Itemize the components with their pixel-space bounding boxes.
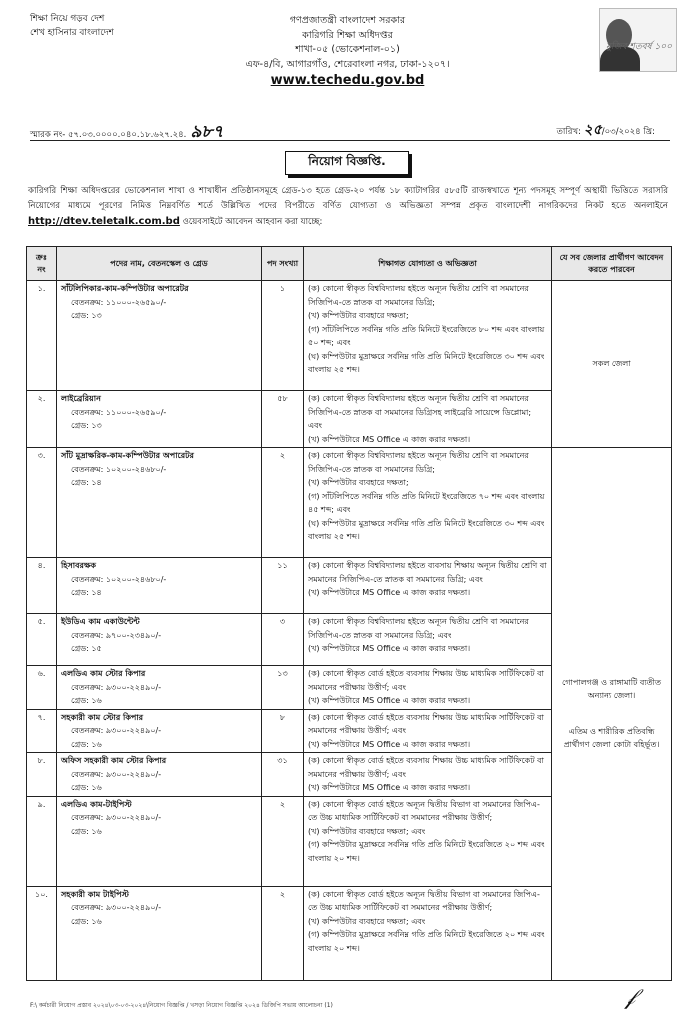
post-count: ২ (262, 796, 304, 886)
header-count: পদ সংখ্যা (262, 247, 304, 281)
qualification-line: (ক) কোনো স্বীকৃত বোর্ড হইতে অন্যূন দ্বিতীয় বিভাগ বা সমমানের জিপিএ-তে উচ্চ মাধ্যমিক সার্টিফিকেট বা সমমানের পরীক্ষায় উত্তীর্ণ; (308, 889, 540, 912)
row-serial: ১. (27, 281, 57, 391)
pay-scale: বেতনক্রম: ১১০০০-২৬৫৯০/- (71, 297, 167, 307)
qualification-line: (খ) কম্পিউটার ব্যবহারে দক্ষতা; এবং (308, 826, 426, 836)
post-name: সাঁটলিপিকার-কাম-কম্পিউটার অপারেটর (61, 284, 189, 293)
qualification-line: (গ) সাঁটলিপিতে সর্বনিম্ন গতি প্রতি মিনিটে ইংরেজিতে ৮০ শব্দ এবং বাংলায় ৫০ শব্দ; এবং (308, 324, 545, 347)
date-label: তারিখ: (556, 127, 581, 137)
qualification (304, 391, 552, 448)
post-name: সাঁট মুদ্রাক্ষরিক-কাম-কম্পিউটার অপারেটর (61, 451, 194, 460)
qualification (304, 796, 552, 886)
qualification-line: (ক) কোনো স্বীকৃত বিশ্ববিদ্যালয় হইতে অন্যূন দ্বিতীয় শ্রেণি বা সমমানের সিজিপিএ-তে স্নাতক বা সমমানের ডিগ্রিসহ লাইব্রেরি সায়েন্সে ডিপ্লোমা; এবং (308, 394, 532, 430)
post-count: ৩ (262, 614, 304, 666)
table-header-row (27, 247, 672, 281)
post-count: ১ (262, 281, 304, 391)
header-districts: যে সব জেলার প্রার্থীগণ আবেদন করতে পারবেন (552, 247, 672, 281)
logo-text: মুজিব শতবর্ষ ১০০ (606, 42, 672, 52)
post-name: এলডিএ কাম স্টোর কিপার (61, 669, 146, 678)
qualification-line: (গ) সাঁটলিপিতে সর্বনিম্ন গতি প্রতি মিনিটে ইংরেজিতে ৭০ শব্দ এবং বাংলায় ৪৫ শব্দ; এবং (308, 491, 545, 514)
row-serial: ৯. (27, 796, 57, 886)
row-post (57, 281, 262, 391)
gov-line: শাখা-০৫ (ভোকেশনাল-০১) (295, 44, 400, 55)
qualification-line: (খ) কম্পিউটার ব্যবহারে দক্ষতা; এবং (308, 916, 426, 926)
post-name: সহকারী কাম স্টোর কিপার (61, 712, 144, 722)
qualification (304, 281, 552, 391)
district-quota-note: এতিম ও শারীরিক প্রতিবন্ধি প্রার্থীগণ জেলা কোটা বহির্ভূত। (563, 726, 660, 750)
date-handwritten: ২৫ (583, 122, 602, 138)
post-count: ৩১ (262, 753, 304, 797)
pay-scale: বেতনক্রম: ৯৩০০-২২৪৯০/- (71, 769, 162, 779)
row-serial: ৮. (27, 753, 57, 797)
qualification-line: (গ) কম্পিউটার মুদ্রাক্ষরে সর্বনিম্ন গতি প্রতি মিনিটে ইংরেজিতে ২০ শব্দ এবং বাংলায় ২০ শব্দ। (308, 840, 545, 863)
post-count: ৮ (262, 709, 304, 753)
qualification-line: (ক) কোনো স্বীকৃত বিশ্ববিদ্যালয় হইতে ব্যবসায় শিক্ষায় অন্যূন দ্বিতীয় শ্রেণি বা সমমানের সিজিপিএ-তে স্নাতক বা সমমানের ডিগ্রি; এবং (308, 561, 547, 584)
qualification-line: (খ) কম্পিউটারে MS Office এ কাজ করার দক্ষতা। (308, 588, 471, 597)
memo-handwritten: ৯৮৭ (190, 122, 224, 142)
grade: গ্রেড: ১৫ (71, 644, 102, 653)
qualification (304, 666, 552, 710)
intro-text: কারিগরি শিক্ষা অধিদপ্তরের ভোকেশনাল শাখা ও শাখাধীন প্রতিষ্ঠানসমূহে গ্রেড-১৩ হতে গ্রেড-২০ পর্যন্ত ১৮ ক্যাটাগরির ৫৮৫টি রাজস্বখাতে শূন্য পদসমূহ সম্পূর্ণ অস্থায়ী ভিত্তিতে সরাসরি নিয়োগের মাধ্যমে পূরণের নিমিত্ত নিম্নবর্ণিত শর্তে উল্লিখিত পদের বিপরীতে বর্ণিত যোগ্যতা ও অভিজ্ঞতা সম্পন্ন প্রকৃত বাংলাদেশী নাগরিকদের নিকট হতে অনলাইনে (28, 186, 668, 211)
post-name: সহকারী কাম টাইপিস্ট (61, 889, 129, 899)
qualification-line: (খ) কম্পিউটারে MS Office এ কাজ করার দক্ষতা। (308, 644, 471, 653)
row-post (57, 448, 262, 558)
qualification (304, 448, 552, 558)
divider (30, 140, 670, 141)
row-post (57, 391, 262, 448)
header-qualification: শিক্ষাগত যোগ্যতা ও অভিজ্ঞতা (304, 247, 552, 281)
post-count: ১১ (262, 558, 304, 614)
row-post (57, 666, 262, 710)
post-name: হিসাবরক্ষক (61, 561, 97, 570)
date (557, 118, 656, 142)
grade: গ্রেড: ১৬ (71, 696, 102, 705)
qualification-line: (ঘ) কম্পিউটার মুদ্রাক্ষরে সর্বনিম্ন গতি প্রতি মিনিটে ইংরেজিতে ৩০ শব্দ এবং বাংলায় ২৫ শব্দ। (308, 518, 545, 541)
post-name: ইউডিএ কাম একাউন্টেন্ট (61, 617, 140, 626)
qualification-line: (খ) কম্পিউটারে MS Office এ কাজ করার দক্ষতা। (308, 696, 471, 705)
post-name: অফিস সহকারী কাম স্টোর কিপার (61, 756, 167, 765)
post-count: ৫৮ (262, 391, 304, 448)
gov-line: গণপ্রজাতন্ত্রী বাংলাদেশ সরকার (289, 15, 406, 26)
pay-scale: বেতনক্রম: ১১০০০-২৬৫৯০/- (71, 407, 167, 417)
qualification-line: (খ) কম্পিউটারে MS Office এ কাজ করার দক্ষতা। (308, 739, 471, 749)
pay-scale: বেতনক্রম: ৯৩০০-২২৪৯০/- (71, 682, 162, 692)
grade: গ্রেড: ১৬ (71, 783, 102, 792)
row-serial: ৬. (27, 666, 57, 710)
grade: গ্রেড: ১৪ (71, 478, 102, 487)
grade: গ্রেড: ১৬ (71, 826, 102, 836)
grade: গ্রেড: ১৩ (71, 311, 102, 320)
row-post (57, 709, 262, 753)
post-name: এলডিএ কাম-টাইপিস্ট (61, 799, 132, 809)
slogan-line: শেখ হাসিনার বাংলাদেশ (30, 28, 114, 38)
qualification (304, 558, 552, 614)
pay-scale: বেতনক্রম: ৯৩০০-২২৪৯০/- (71, 813, 162, 822)
gov-line: এফ-৪/বি, আগারগাঁও, শেরেবাংলা নগর, ঢাকা-১২০৭। (245, 58, 450, 70)
table-row (27, 448, 672, 558)
post-count: ১৩ (262, 666, 304, 710)
district-eligibility-restricted (552, 448, 672, 981)
page-title (285, 151, 409, 175)
title-text: নিয়োগ বিজ্ঞপ্তি. (308, 154, 386, 168)
qualification-line: (খ) কম্পিউটার ব্যবহারে দক্ষতা; (308, 311, 409, 320)
qualification-line: (ক) কোনো স্বীকৃত বোর্ড হইতে ব্যবসায় শিক্ষায় উচ্চ মাধ্যমিক সার্টিফিকেট বা সমমানের পরীক্ষায় উত্তীর্ণ; এবং (308, 669, 544, 692)
post-name: লাইব্রেরিয়ান (61, 394, 101, 403)
qualification-line: (ক) কোনো স্বীকৃত বিশ্ববিদ্যালয় হইতে অন্যূন দ্বিতীয় শ্রেণি বা সমমানের সিজিপিএ-তে স্নাতক বা সমমানের ডিগ্রি; (308, 284, 529, 307)
row-serial: ৫. (27, 614, 57, 666)
intro-after: ওয়েবসাইটে আবেদন আহবান করা যাচ্ছে: (182, 217, 323, 227)
row-post (57, 753, 262, 797)
row-serial: ৩. (27, 448, 57, 558)
qualification (304, 709, 552, 753)
post-count: ২ (262, 448, 304, 558)
file-path-footer: F:\ কর্মচারী নিয়োগ প্রস্তাব ২০২৪\০৩-০৩-২০২৪\নিয়োগ বিজ্ঞপ্তি / খসড়া নিয়োগ বিজ্ঞপ্তি ২০২৪ ডিজিপি সভায় আলোচনা (1) (30, 1002, 333, 1009)
recruitment-table (26, 246, 672, 981)
qualification-line: (ক) কোনো স্বীকৃত বিশ্ববিদ্যালয় হইতে অন্যূন দ্বিতীয় শ্রেণি বা সমমানের সিজিপিএ-তে স্নাতক বা সমমানের ডিগ্রি; (308, 451, 529, 474)
qualification-line: (ক) কোনো স্বীকৃত বোর্ড হইতে ব্যবসায় শিক্ষায় উচ্চ মাধ্যমিক সার্টিফিকেট বা সমমানের পরীক্ষায় উত্তীর্ণ; এবং (308, 756, 544, 779)
government-header (0, 14, 695, 90)
gov-line: কারিগরি শিক্ষা অধিদপ্তর (302, 29, 393, 41)
row-post (57, 796, 262, 886)
pay-scale: বেতনক্রম: ১০২০০-২৪৬৮০/- (71, 464, 167, 474)
pay-scale: বেতনক্রম: ১০২০০-২৪৬৮০/- (71, 574, 167, 584)
district-restricted: গোপালগঞ্জ ও রাঙ্গামাটি ব্যতীত অন্যান্য জেলা। (562, 677, 661, 701)
grade: গ্রেড: ১৬ (71, 916, 102, 926)
row-serial: ৭. (27, 709, 57, 753)
header-serial: ক্রঃ নং (27, 247, 57, 281)
qualification (304, 614, 552, 666)
memo-number (30, 119, 223, 147)
mujib-centenary-logo (599, 8, 677, 72)
row-serial: ২. (27, 391, 57, 448)
qualification-line: (খ) কম্পিউটার ব্যবহারে দক্ষতা; (308, 478, 409, 487)
row-serial: ৪. (27, 558, 57, 614)
grade: গ্রেড: ১৬ (71, 739, 102, 749)
qualification-line: (ঘ) কম্পিউটার মুদ্রাক্ষরে সর্বনিম্ন গতি প্রতি মিনিটে ইংরেজিতে ৩০ শব্দ এবং বাংলায় ২৫ শব্দ। (308, 351, 545, 374)
qualification-line: (ক) কোনো স্বীকৃত বোর্ড হইতে ব্যবসায় শিক্ষায় উচ্চ মাধ্যমিক সার্টিফিকেট বা সমমানের পরীক্ষায় উত্তীর্ণ; এবং (308, 712, 544, 735)
header-post: পদের নাম, বেতনস্কেল ও গ্রেড (57, 247, 262, 281)
qualification-line: (খ) কম্পিউটারে MS Office এ কাজ করার দক্ষতা। (308, 783, 471, 792)
memo-label: স্মারক নং- ৫৭.০৩.০০০০.০৪০.১৮.৬২৭.২৪. (30, 130, 187, 140)
website-link[interactable]: www.techedu.gov.bd (270, 73, 425, 88)
qualification-line: (খ) কম্পিউটারে MS Office এ কাজ করার দক্ষতা। (308, 434, 471, 444)
qualification-line: (গ) কম্পিউটার মুদ্রাক্ষরে সর্বনিম্ন গতি প্রতি মিনিটে ইংরেজিতে ২০ শব্দ এবং বাংলায় ২০ শব্দ। (308, 930, 545, 953)
date-rest: /০৩/২০২৪ খ্রি: (601, 127, 655, 137)
district-eligibility: সকল জেলা (552, 281, 672, 448)
pay-scale: বেতনক্রম: ৯৩০০-২২৪৯০/- (71, 726, 162, 735)
row-post (57, 614, 262, 666)
slogan-line: শিক্ষা নিয়ে গড়ব দেশ (30, 14, 105, 24)
intro-paragraph (28, 184, 668, 230)
row-serial: ১০. (27, 886, 57, 980)
qualification-line: (ক) কোনো স্বীকৃত বোর্ড হইতে অন্যূন দ্বিতীয় বিভাগ বা সমমানের জিপিএ-তে উচ্চ মাধ্যমিক সার্টিফিকেট বা সমমানের পরীক্ষায় উত্তীর্ণ; (308, 799, 540, 822)
pay-scale: বেতনক্রম: ৯৩০০-২২৪৯০/- (71, 903, 162, 912)
row-post (57, 558, 262, 614)
grade: গ্রেড: ১৪ (71, 588, 102, 597)
qualification (304, 753, 552, 797)
pay-scale: বেতনক্রম: ৯৭০০-২৩৪৯০/- (71, 630, 162, 640)
qualification (304, 886, 552, 980)
signature: 𝒻 (625, 985, 635, 1010)
row-post (57, 886, 262, 980)
qualification-line: (ক) কোনো স্বীকৃত বিশ্ববিদ্যালয় হইতে অন্যূন দ্বিতীয় শ্রেণি বা সমমানের সিজিপিএ-তে স্নাতক বা সমমানের ডিগ্রি; এবং (308, 617, 529, 640)
application-link[interactable]: http://dtev.teletalk.com.bd (28, 216, 180, 227)
post-count: ২ (262, 886, 304, 980)
table-row (27, 281, 672, 391)
grade: গ্রেড: ১৩ (71, 421, 102, 430)
